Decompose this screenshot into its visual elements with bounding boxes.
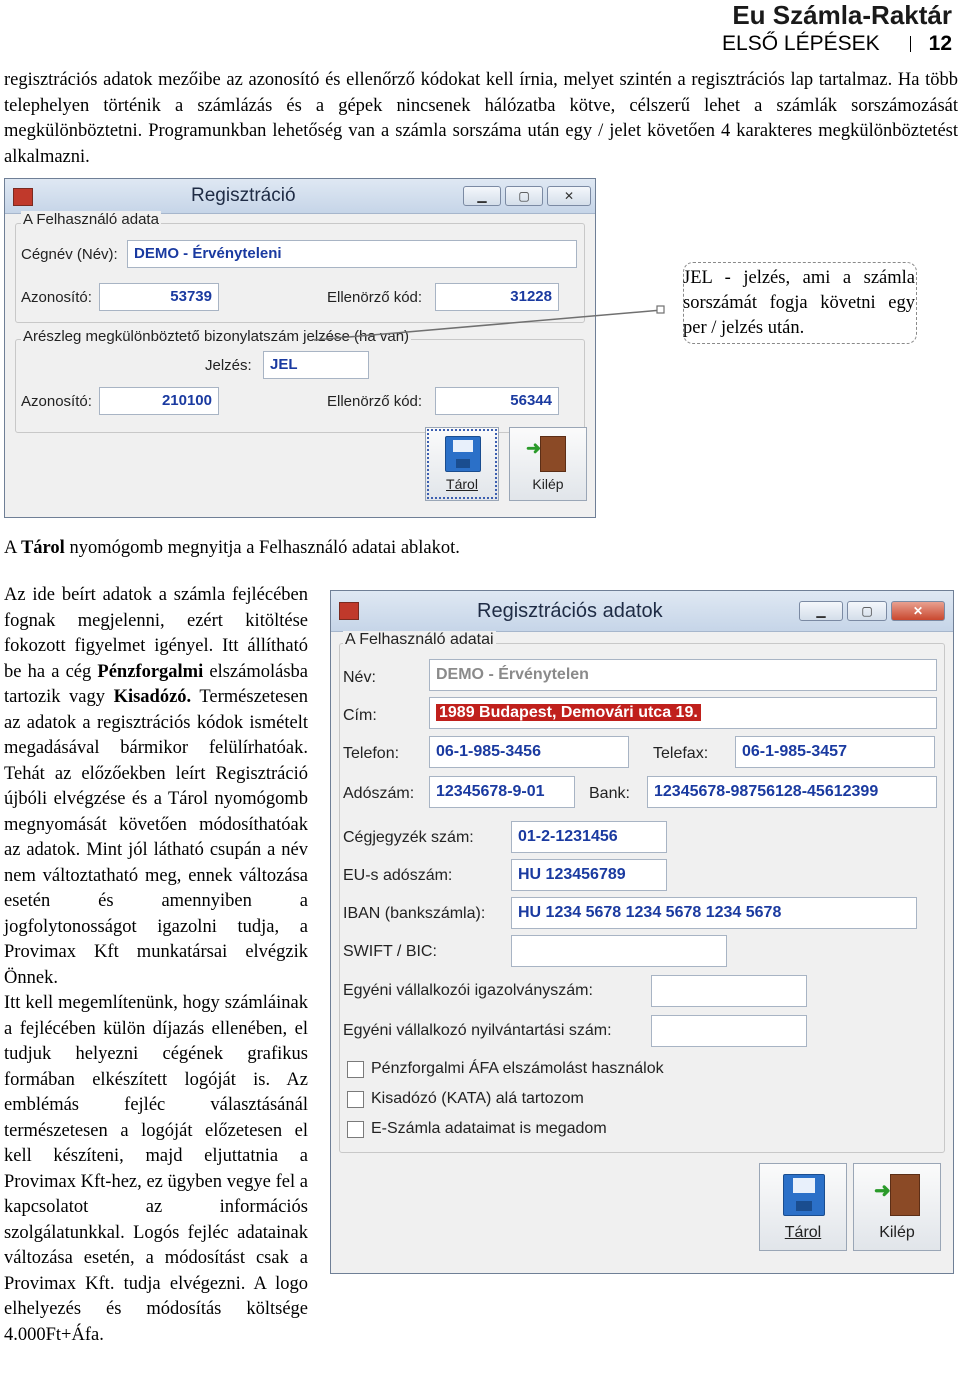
- bank-field[interactable]: 12345678-98756128-45612399: [647, 776, 937, 808]
- side-paragraph-2: Itt kell megemlítenünk, hogy számláinak a fejlécében külön díjazás ellenében, el tudjuk helyezni cégének grafikus formában elkészített logóját is. Az emblémás fejléc választásánál természetesen a logóját előzetesen el kell készíteni, majd eljuttatnia a Provimax Kft-hez, ez ügyben vegye fel a kapcsolatot az információs szolgálatunkkal. Logós fejléc adatainak változása esetén, a módosítást csak a Provimax Kft. tudja elvégezni. A logo elhelyezés és módosítás költsége 4.000Ft+Áfa.: [4, 993, 308, 1345]
- fax-field[interactable]: 06-1-985-3457: [735, 736, 935, 768]
- cash-accounting-checkbox[interactable]: [347, 1061, 364, 1078]
- maximize-button[interactable]: ▢: [847, 601, 887, 621]
- callout-connector: [300, 300, 680, 350]
- eu-tax-field[interactable]: HU 123456789: [511, 859, 667, 891]
- section-name: ELSŐ LÉPÉSEK: [722, 32, 880, 55]
- exit-button[interactable]: [509, 427, 587, 501]
- minimize-button[interactable]: ▁: [463, 186, 501, 206]
- company-field[interactable]: DEMO - Érvényteleni: [127, 240, 577, 268]
- arrow-icon: ➜: [526, 438, 542, 458]
- app-icon: [339, 602, 359, 620]
- caption: A Tárol nyomógomb megnyitja a Felhasználó adatai ablakot.: [4, 538, 460, 558]
- minimize-button[interactable]: ▁: [799, 601, 843, 621]
- arrow-icon: ➜: [874, 1180, 891, 1202]
- company-reg-field[interactable]: 01-2-1231456: [511, 821, 667, 853]
- address-value: 1989 Budapest, Demovári utca 19.: [436, 704, 701, 721]
- exit-button-label: Kilép: [532, 476, 564, 492]
- id2-field[interactable]: 210100: [99, 387, 219, 415]
- registration-data-window: [330, 590, 954, 1274]
- e-invoice-label: E-Számla adataimat is megadom: [371, 1120, 607, 1137]
- swift-field[interactable]: [511, 935, 727, 967]
- sign-label: Jelzés:: [205, 357, 252, 374]
- exit-door-icon: [540, 436, 566, 472]
- kata-label: Kisadózó (KATA) alá tartozom: [371, 1090, 584, 1107]
- exit-button-label: Kilép: [879, 1224, 915, 1241]
- check-code-label: Ellenörző kód:: [327, 289, 423, 306]
- window-title: Regisztráció: [191, 185, 296, 206]
- doc-section-header: [722, 32, 952, 56]
- ev-id-label: Egyéni vállalkozói igazolványszám:: [343, 982, 593, 999]
- save-button[interactable]: [425, 427, 499, 501]
- ev-reg-label: Egyéni vállalkozó nyilvántartási szám:: [343, 1022, 612, 1039]
- ev-id-field[interactable]: [651, 975, 807, 1007]
- side-text: [4, 583, 308, 1348]
- iban-field[interactable]: HU 1234 5678 1234 5678 1234 5678: [511, 897, 917, 929]
- intro-paragraph: regisztrációs adatok mezőibe az azonosító és ellenőrző kódokat kell írnia, melyet szintén a regisztrációs lap tartalmaz. Ha több telephelyen történik a számlázás és a gépek nincsenek hálózatba kötve, célszerű lehet a számlák sorszámozását megkülönböztetni. Programunkban lehetőség van a számla sorszáma után egy / jelet követően 4 karakteres megkülönböztetést alkalmazni.: [4, 70, 958, 167]
- company-label: Cégnév (Név):: [21, 246, 118, 263]
- id-label: Azonosító:: [21, 289, 92, 306]
- save-button[interactable]: [759, 1163, 847, 1251]
- group-label: Arészleg megkülönböztető bizonylatszám jelzése (ha van): [23, 328, 410, 345]
- exit-button[interactable]: [853, 1163, 941, 1251]
- tax-number-field[interactable]: 12345678-9-01: [429, 776, 575, 808]
- save-button-label: Tárol: [446, 476, 478, 492]
- check-code-field[interactable]: 31228: [435, 283, 559, 311]
- eu-tax-label: EU-s adószám:: [343, 867, 453, 884]
- save-button-label: Tárol: [784, 1224, 822, 1241]
- close-button[interactable]: ✕: [547, 186, 591, 206]
- address-label: Cím:: [343, 707, 377, 724]
- app-icon: [13, 188, 33, 206]
- id2-label: Azonosító:: [21, 393, 92, 410]
- doc-title: Eu Számla-Raktár: [732, 0, 952, 30]
- tax-number-label: Adószám:: [343, 785, 415, 802]
- floppy-disk-icon: [445, 436, 481, 472]
- cash-accounting-label: Pénzforgalmi ÁFA elszámolást használok: [371, 1060, 664, 1077]
- caption-bold: Tárol: [20, 538, 65, 558]
- name-label: Név:: [343, 669, 376, 686]
- ev-reg-field[interactable]: [651, 1015, 807, 1047]
- sign-field[interactable]: JEL: [263, 351, 369, 379]
- maximize-button[interactable]: ▢: [505, 186, 543, 206]
- exit-door-icon: [890, 1174, 920, 1216]
- group-label: A Felhasználó adata: [23, 211, 159, 228]
- iban-label: IBAN (bankszámla):: [343, 905, 486, 922]
- bank-label: Bank:: [589, 785, 630, 802]
- floppy-disk-icon: [783, 1174, 825, 1216]
- page-number: 12: [928, 32, 952, 55]
- callout-text: JEL - jelzés, ami a számla sorszámát fogja követni egy per / jelzés után.: [683, 268, 915, 338]
- window-title: Regisztrációs adatok: [477, 600, 663, 622]
- swift-label: SWIFT / BIC:: [343, 943, 437, 960]
- fax-label: Telefax:: [653, 745, 709, 762]
- side-paragraph-1: Az ide beírt adatok a számla fejlécében fognak megjelenni, ezért kitöltése fokozott figyelmet igényel. Itt állítható be ha a cég Pénzforgalmi elszámolásba tartozik vagy Kisadózó. Természetesen az adatok a regisztrációs kódok ismételt megadásával bármikor felülírhatóak. Tehát az előzőekben leírt Regisztráció újbóli elvégzése és a Tárol nyomógomb megnyomását követően módosíthatóak az adatok. Mint jól látható csupán a név nem változtatható meg, ennek változása esetén és amennyiben a jogfolytonosságot igazolni tudja, a Provimax Kft munkatársai elvégzik Önnek.: [4, 585, 309, 988]
- name-field[interactable]: DEMO - Érvénytelen: [429, 659, 937, 691]
- id-field[interactable]: 53739: [99, 283, 219, 311]
- phone-label: Telefon:: [343, 745, 400, 762]
- close-button[interactable]: ✕: [891, 601, 945, 621]
- check2-field[interactable]: 56344: [435, 387, 559, 415]
- e-invoice-checkbox[interactable]: [347, 1121, 364, 1138]
- address-field[interactable]: [429, 697, 937, 729]
- company-reg-label: Cégjegyzék szám:: [343, 829, 474, 846]
- phone-field[interactable]: 06-1-985-3456: [429, 736, 629, 768]
- check2-label: Ellenörző kód:: [327, 393, 423, 410]
- kata-checkbox[interactable]: [347, 1091, 364, 1108]
- group-label: A Felhasználó adatai: [345, 631, 494, 648]
